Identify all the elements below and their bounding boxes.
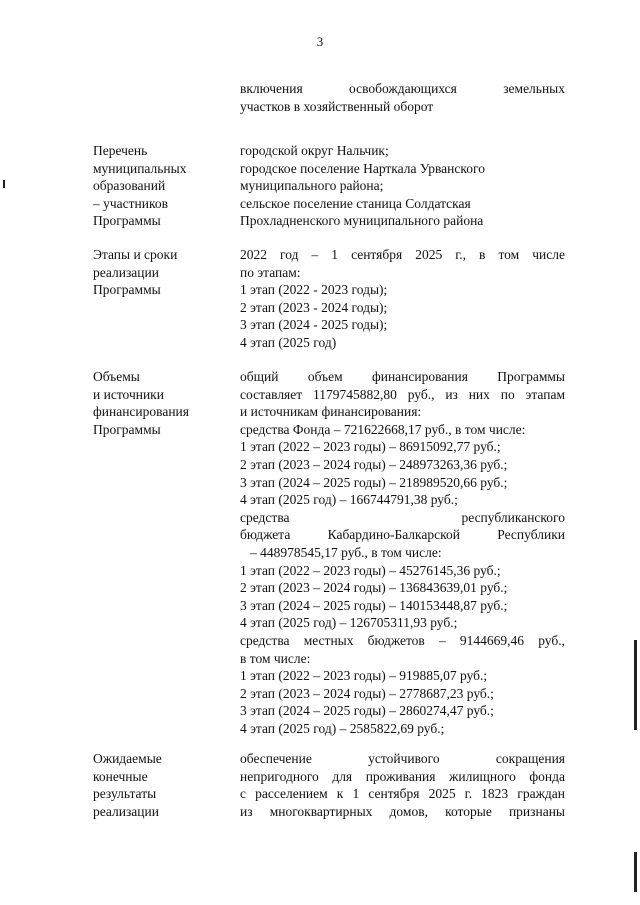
value-line: 1 этап (2022 – 2023 годы) – 86915092,77 руб.; <box>240 439 501 455</box>
value-line: бюджета Кабардино-Балкарской Республики <box>240 527 565 543</box>
value-line: средства Фонда – 721622668,17 руб., в том числе: <box>240 421 526 437</box>
value-line: по этапам: <box>240 264 301 280</box>
value-line: обеспечение устойчивого сокращения <box>240 751 565 766</box>
value-line: участков в хозяйственный оборот <box>240 98 434 114</box>
value-line: муниципального района; <box>240 178 384 194</box>
value-line: 4 этап (2025 год) – 2585822,69 руб.; <box>240 720 445 736</box>
value-line: 3 этап (2024 – 2025 годы) – 140153448,87 руб.; <box>240 597 508 613</box>
label-line: Ожидаемые <box>93 751 162 766</box>
section-label <box>93 246 223 299</box>
label-line: – участников <box>93 195 168 211</box>
label-line: реализации <box>93 264 159 280</box>
value-line: 2022 год – 1 сентября 2025 г., в том числе <box>240 247 565 262</box>
section-value <box>240 80 565 115</box>
value-line: непригодного для проживания жилищного фонда <box>240 768 565 784</box>
section-value <box>240 142 565 230</box>
value-line: 2 этап (2023 – 2024 годы) – 248973263,36 руб.; <box>240 456 508 472</box>
scan-mark-left <box>3 180 5 188</box>
section-value <box>240 246 565 352</box>
value-line: в том числе: <box>240 650 311 666</box>
label-line: Программы <box>93 421 161 437</box>
value-line: из многоквартирных домов, которые признаны <box>240 803 565 819</box>
label-line: образований <box>93 178 166 194</box>
value-line: 1 этап (2022 – 2023 годы) – 919885,07 руб.; <box>240 668 488 684</box>
page-number: 3 <box>316 34 324 49</box>
value-line: 3 этап (2024 – 2025 годы) – 218989520,66 руб.; <box>240 474 508 490</box>
value-line: с расселением к 1 сентября 2025 г. 1823 граждан <box>240 786 565 802</box>
value-line: 4 этап (2025 год) – 126705311,93 руб.; <box>240 615 458 631</box>
label-line: Программы <box>93 282 161 298</box>
label-line: Программы <box>93 213 161 229</box>
label-line: муниципальных <box>93 160 187 176</box>
value-line: 4 этап (2025 год) – 166744791,38 руб.; <box>240 492 458 508</box>
value-line: 2 этап (2023 – 2024 годы) – 2778687,23 руб.; <box>240 685 494 701</box>
value-line: городское поселение Нарткала Урванского <box>240 160 485 176</box>
label-line: и источники <box>93 386 164 402</box>
label-line: результаты <box>93 786 157 802</box>
value-line: 2 этап (2023 – 2024 годы) – 136843639,01 руб.; <box>240 580 508 596</box>
label-line: конечные <box>93 768 148 784</box>
value-line: Прохладненского муниципального района <box>240 213 484 229</box>
value-line: 3 этап (2024 – 2025 годы) – 2860274,47 руб.; <box>240 703 494 719</box>
value-line: сельское поселение станица Солдатская <box>240 195 471 211</box>
label-line: финансирования <box>93 404 189 420</box>
value-line: 4 этап (2025 год) <box>240 334 337 350</box>
value-line: общий объем финансирования Программы <box>240 369 565 384</box>
label-line: Перечень <box>93 143 148 158</box>
value-line: средства местных бюджетов – 9144669,46 руб., <box>240 632 565 648</box>
value-line: включения освобождающихся земельных <box>240 81 565 96</box>
label-line: реализации <box>93 803 159 819</box>
scan-mark-right-lower <box>634 852 637 892</box>
value-line: средства республиканского <box>240 509 565 525</box>
section-label <box>93 750 223 820</box>
section-value <box>240 368 565 737</box>
value-line: 3 этап (2024 - 2025 годы); <box>240 317 388 333</box>
section-label <box>93 142 223 230</box>
value-line: 2 этап (2023 - 2024 годы); <box>240 299 388 315</box>
value-line: 1 этап (2022 – 2023 годы) – 45276145,36 руб.; <box>240 562 501 578</box>
value-line: составляет 1179745882,80 руб., из них по этапам <box>240 386 565 402</box>
section-label <box>93 368 223 438</box>
value-line: 1 этап (2022 - 2023 годы); <box>240 282 388 298</box>
scan-mark-right-upper <box>634 640 637 730</box>
value-line: городской округ Нальчик; <box>240 143 389 158</box>
value-line: – 448978545,17 руб., в том числе: <box>250 544 442 560</box>
value-line: и источникам финансирования: <box>240 404 422 420</box>
label-line: Объемы <box>93 369 140 384</box>
section-value <box>240 750 565 820</box>
label-line: Этапы и сроки <box>93 247 178 262</box>
